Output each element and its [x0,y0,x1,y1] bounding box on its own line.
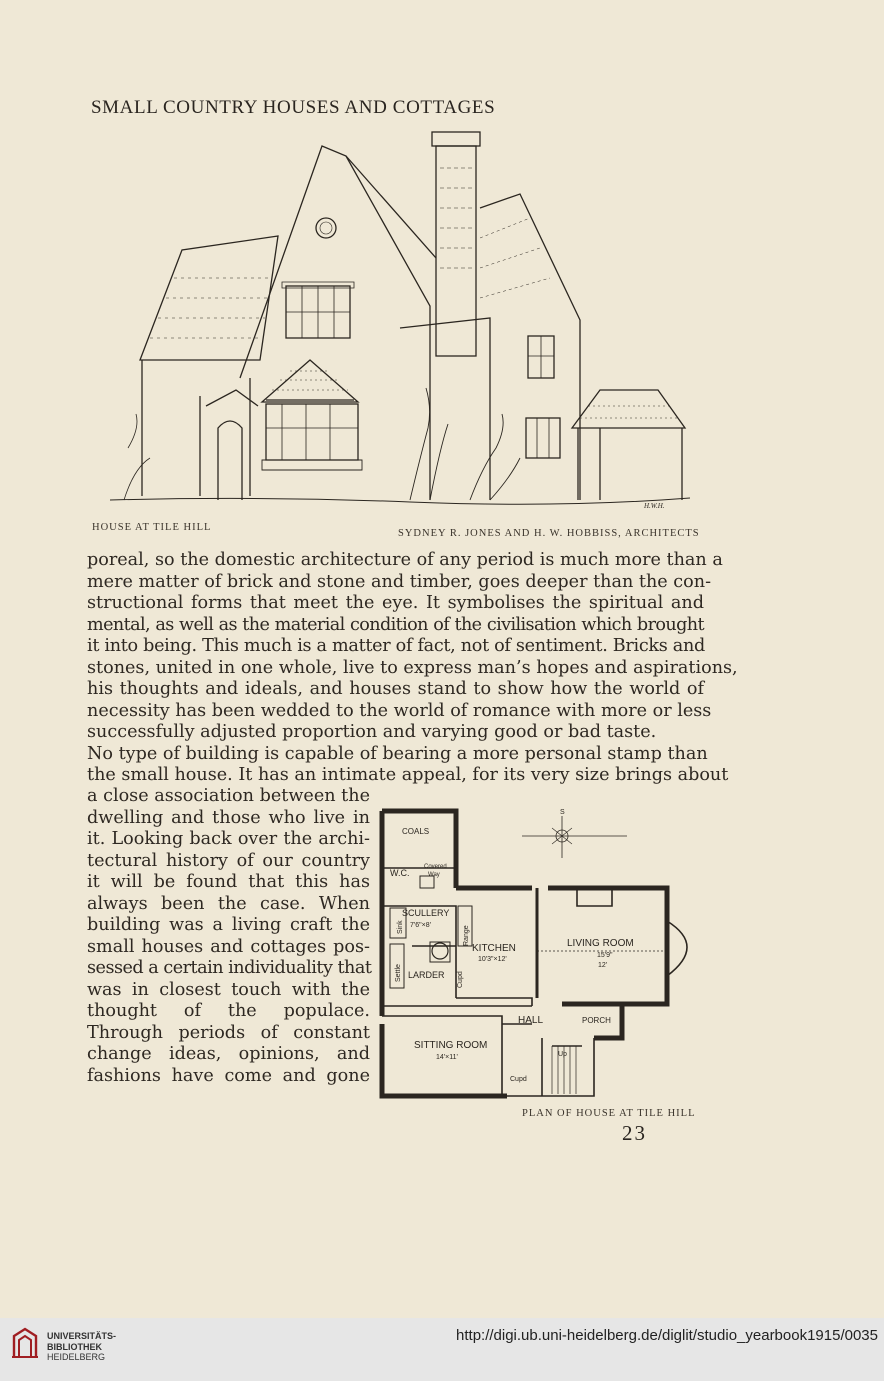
plan-label-up: Up [558,1051,567,1058]
illustration-signature: H.W.H. [644,502,665,510]
text-line: fashions have come and gone [87,1065,370,1086]
text-line: his thoughts and ideals, and houses stand to show how the world of [87,679,704,699]
library-logo-icon[interactable] [10,1326,40,1360]
plan-label-sitting-size: 14'×11' [436,1054,458,1061]
illustration-caption-right: SYDNEY R. JONES AND H. W. HOBBISS, ARCHITECTS [398,528,700,539]
text-line: small houses and cottages pos- [87,936,370,957]
library-line-1: UNIVERSITÄTS- [47,1331,117,1341]
plan-label-coals: COALS [402,827,430,836]
text-line: the small house. It has an intimate appeal, for its very size brings about [87,765,729,785]
plan-label-scullery-size: 7'6"×8' [410,922,431,929]
text-line: was in closest touch with the [87,979,370,1000]
text-line: it into being. This much is a matter of fact, not of sentiment. Bricks and [87,636,705,656]
plan-label-sink: Sink [397,920,404,934]
plan-label-porch: PORCH [582,1016,611,1025]
plan-label-larder: LARDER [408,970,445,980]
plan-label-kitchen-size: 10'3"×12' [478,956,507,963]
plan-label-range: Range [463,925,470,946]
plan-label-living-room: LIVING ROOM [567,938,634,949]
plan-label-settle: Settle [395,964,402,982]
text-line: thought of the populace. [87,1001,370,1021]
plan-label-kitchen: KITCHEN [472,943,516,954]
library-line-3: HEIDELBERG [47,1352,106,1362]
plan-label-cupd-2: Cupd [510,1076,527,1083]
text-line: necessity has been wedded to the world of romance with more or less [87,700,712,721]
text-line: stones, united in one whole, live to express man’s hopes and aspirations, [87,657,738,678]
plan-label-living-size: 15'9" [597,952,613,959]
text-line: building was a living craft the [87,915,370,935]
text-line: change ideas, opinions, and [87,1044,370,1064]
text-line: poreal, so the domestic architecture of any period is much more than a [87,550,723,570]
page-number: 23 [622,1121,647,1145]
library-name[interactable] [47,1331,116,1363]
library-line-2: BIBLIOTHEK [47,1341,102,1352]
compass-letter: S [560,809,565,816]
plan-label-scullery: SCULLERY [402,908,450,918]
plan-caption: PLAN OF HOUSE AT TILE HILL [522,1108,696,1119]
text-line: it will be found that this has [87,872,370,892]
text-line: tectural history of our country [87,850,370,871]
source-url-link[interactable]: http://digi.ub.uni-heidelberg.de/diglit/studio_yearbook1915/0035 [456,1327,878,1344]
plan-label-covered-way-2: Way [428,872,440,878]
text-line: structional forms that meet the eye. It symbolises the spiritual and [87,593,704,613]
text-line: it. Looking back over the archi- [87,829,370,849]
floor-plan [372,806,712,1106]
plan-label-living-size-2: 12' [598,962,608,969]
running-title: SMALL COUNTRY HOUSES AND COTTAGES [91,97,496,118]
plan-label-hall: HALL [518,1015,544,1026]
illustration-caption-left: HOUSE AT TILE HILL [92,522,212,533]
text-line: always been the case. When [87,893,370,914]
text-line: sessed a certain individuality that [87,958,372,978]
plan-label-wc: W.C. [390,868,410,878]
text-line: successfully adjusted proportion and varying good or bad taste. [87,722,657,742]
text-line: Through periods of constant [87,1022,370,1043]
plan-label-covered-way: Covered [424,864,447,870]
body-text-narrow [87,786,370,1087]
text-line: mere matter of brick and stone and timber, goes deeper than the con- [87,571,712,592]
text-line: mental, as well as the material condition of the civilisation which brought [87,614,704,635]
plan-label-sitting-room: SITTING ROOM [414,1040,488,1051]
body-text-full [87,550,738,787]
plan-label-cupd: Cupd [457,971,464,988]
text-line: dwelling and those who live in [87,807,370,828]
text-line: No type of building is capable of bearing a more personal stamp than [87,743,708,764]
house-illustration [110,128,690,520]
text-line: a close association between the [87,786,370,806]
